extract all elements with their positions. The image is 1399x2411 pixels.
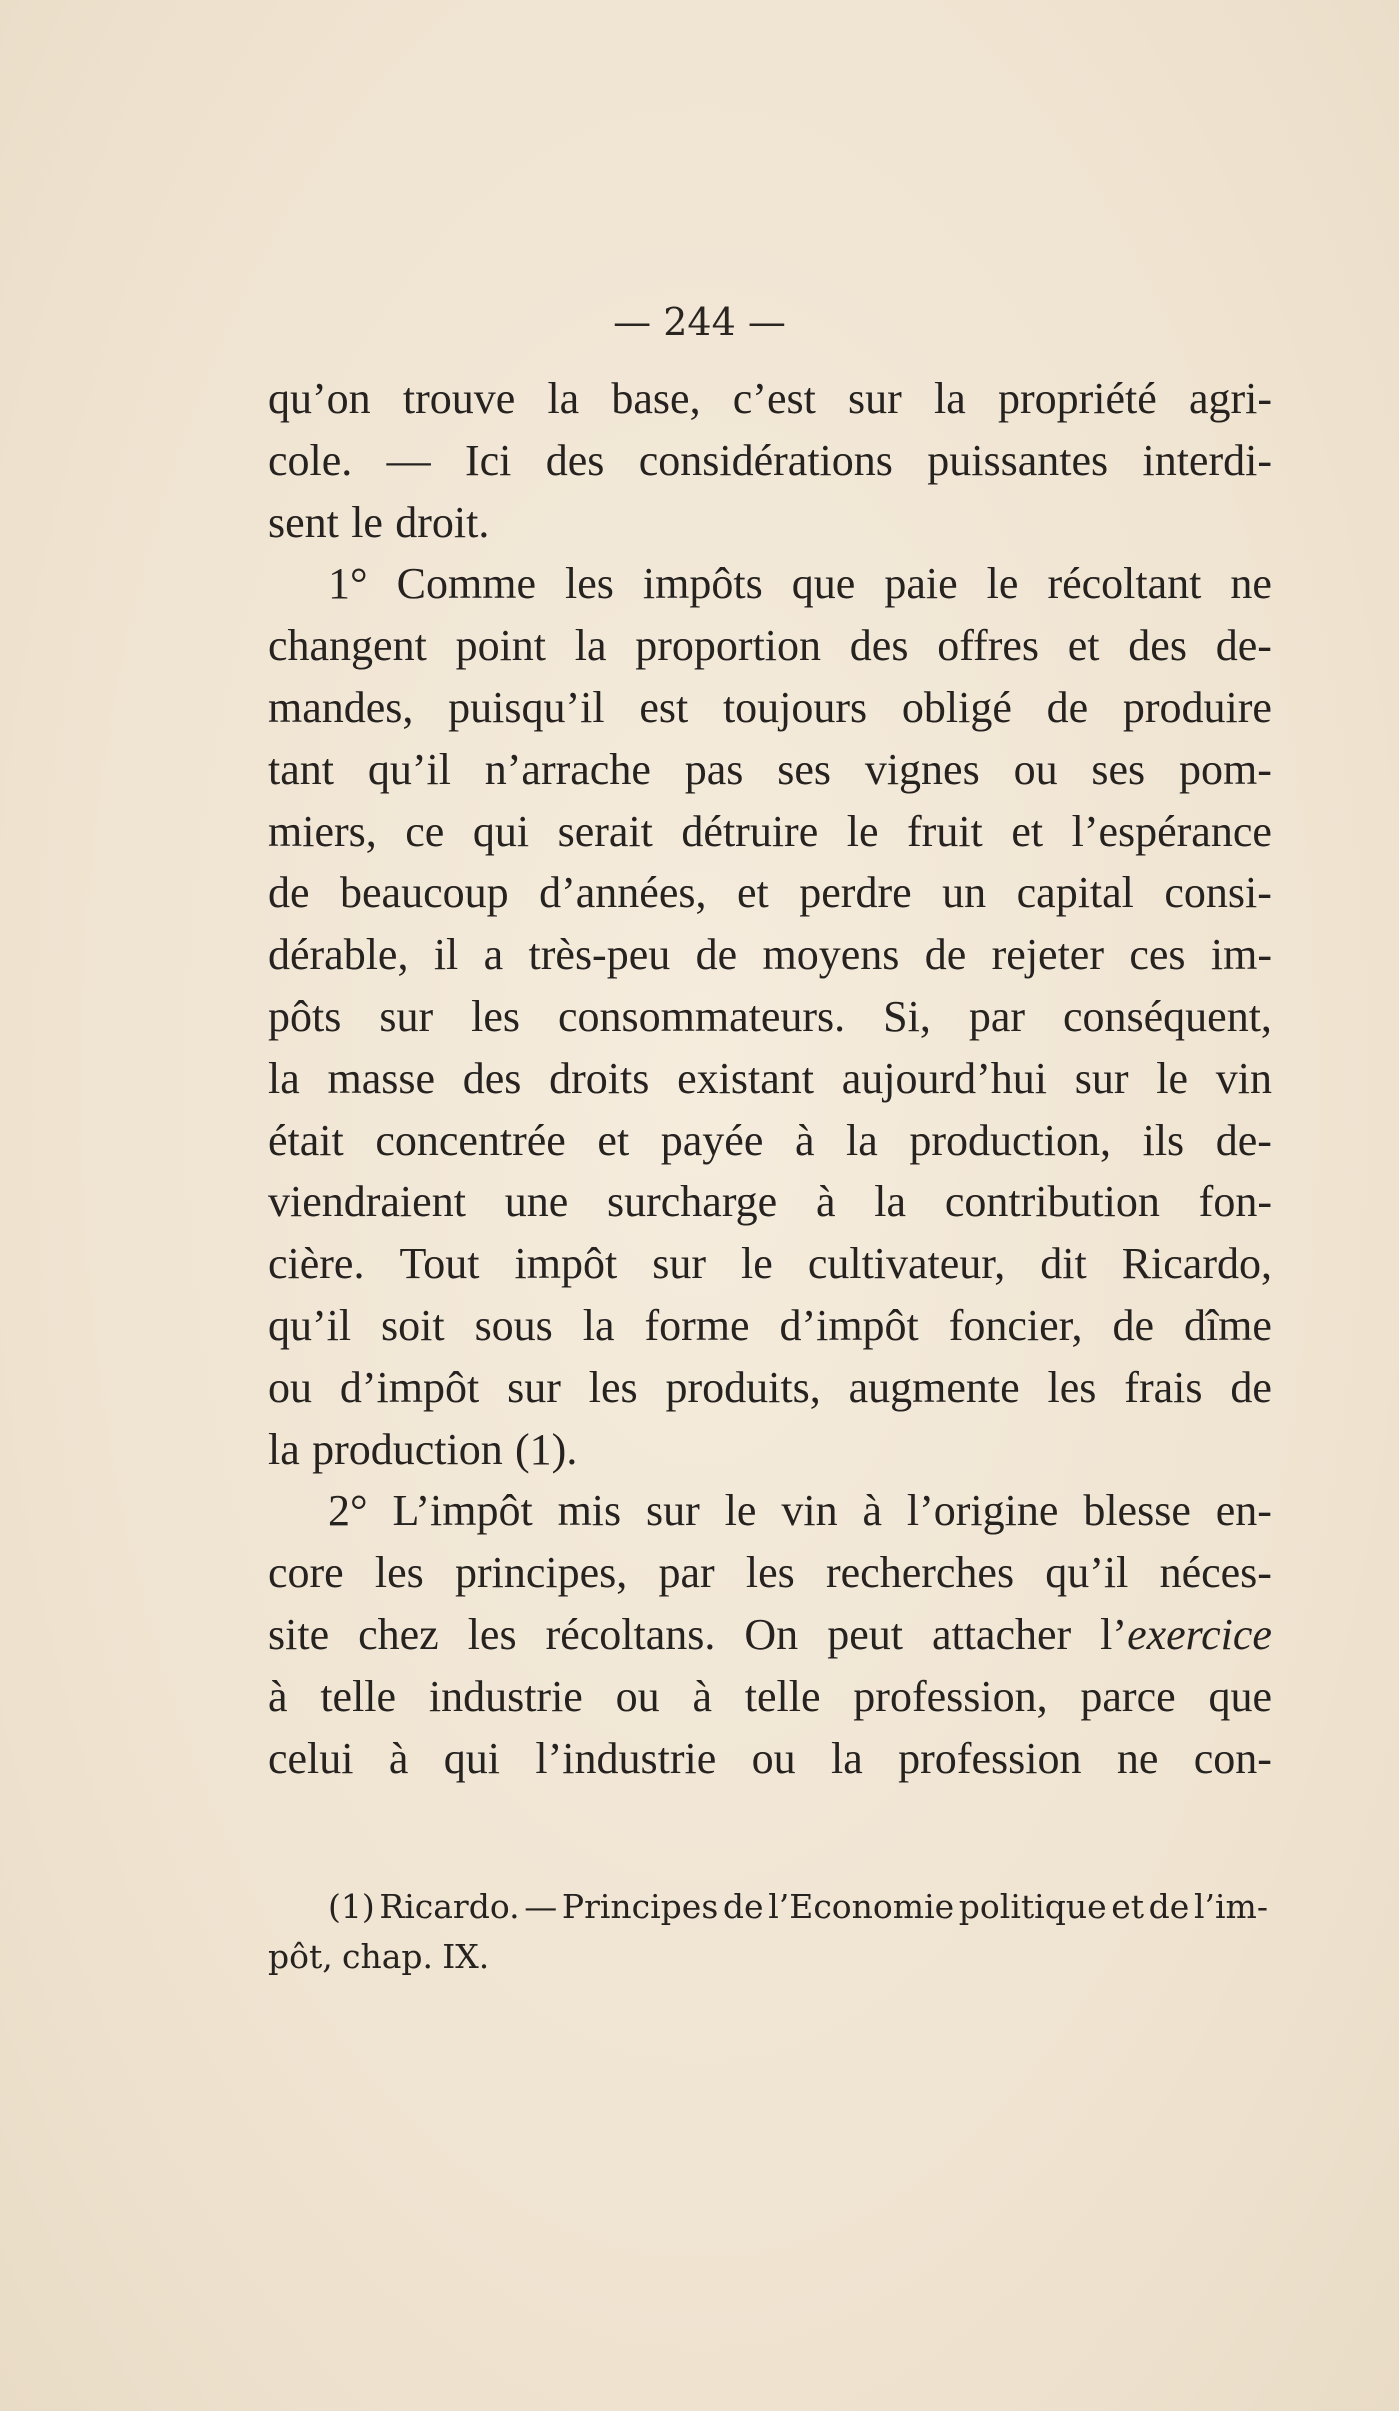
- text-line: la masse des droits existant aujourd’hui sur le vin: [268, 1053, 1272, 1103]
- text-line: site chez les récoltans. On peut attacher l’exercice: [268, 1609, 1272, 1659]
- footnote-line: (1) Ricardo. — Principes de l’Economie politique et de l’im-: [328, 1887, 1268, 1926]
- text-line: était concentrée et payée à la production, ils de-: [268, 1115, 1272, 1165]
- text-line: changent point la proportion des offres et des de-: [268, 621, 1272, 671]
- text-line: à telle industrie ou à telle profession, parce que: [268, 1671, 1272, 1721]
- text-line: pôts sur les consommateurs. Si, par conséquent,: [268, 991, 1272, 1041]
- text-line: miers, ce qui serait détruire le fruit et l’espérance: [268, 806, 1272, 856]
- text-line: tant qu’il n’arrache pas ses vignes ou ses pom-: [268, 744, 1272, 794]
- text-line: de beaucoup d’années, et perdre un capital consi-: [268, 868, 1272, 918]
- body-text: [268, 368, 1272, 1789]
- text-line: sent le droit.: [268, 497, 490, 547]
- text-line: ou d’impôt sur les produits, augmente les frais de: [268, 1362, 1272, 1412]
- text-line: core les principes, par les recherches qu’il néces-: [268, 1548, 1272, 1598]
- text-line: qu’il soit sous la forme d’impôt foncier, de dîme: [268, 1300, 1272, 1350]
- footnote-line: pôt, chap. IX.: [268, 1937, 490, 1976]
- text-line: qu’on trouve la base, c’est sur la propriété agri-: [268, 374, 1272, 423]
- text-line: la production (1).: [268, 1424, 578, 1474]
- footnote: [268, 1882, 1268, 1982]
- text-line: 2° L’impôt mis sur le vin à l’origine blesse en-: [328, 1486, 1272, 1536]
- text-line: cole. — Ici des considérations puissantes interdi-: [268, 435, 1272, 485]
- text-line: celui à qui l’industrie ou la profession ne con-: [268, 1733, 1272, 1783]
- text-line: dérable, il a très-peu de moyens de rejeter ces im-: [268, 930, 1272, 980]
- text-line: mandes, puisqu’il est toujours obligé de produire: [268, 682, 1272, 732]
- text-line: cière. Tout impôt sur le cultivateur, dit Ricardo,: [268, 1239, 1272, 1289]
- text-line: 1° Comme les impôts que paie le récoltant ne: [328, 559, 1272, 609]
- text-line: viendraient une surcharge à la contribution fon-: [268, 1177, 1272, 1227]
- page-number: — 244 —: [613, 300, 786, 344]
